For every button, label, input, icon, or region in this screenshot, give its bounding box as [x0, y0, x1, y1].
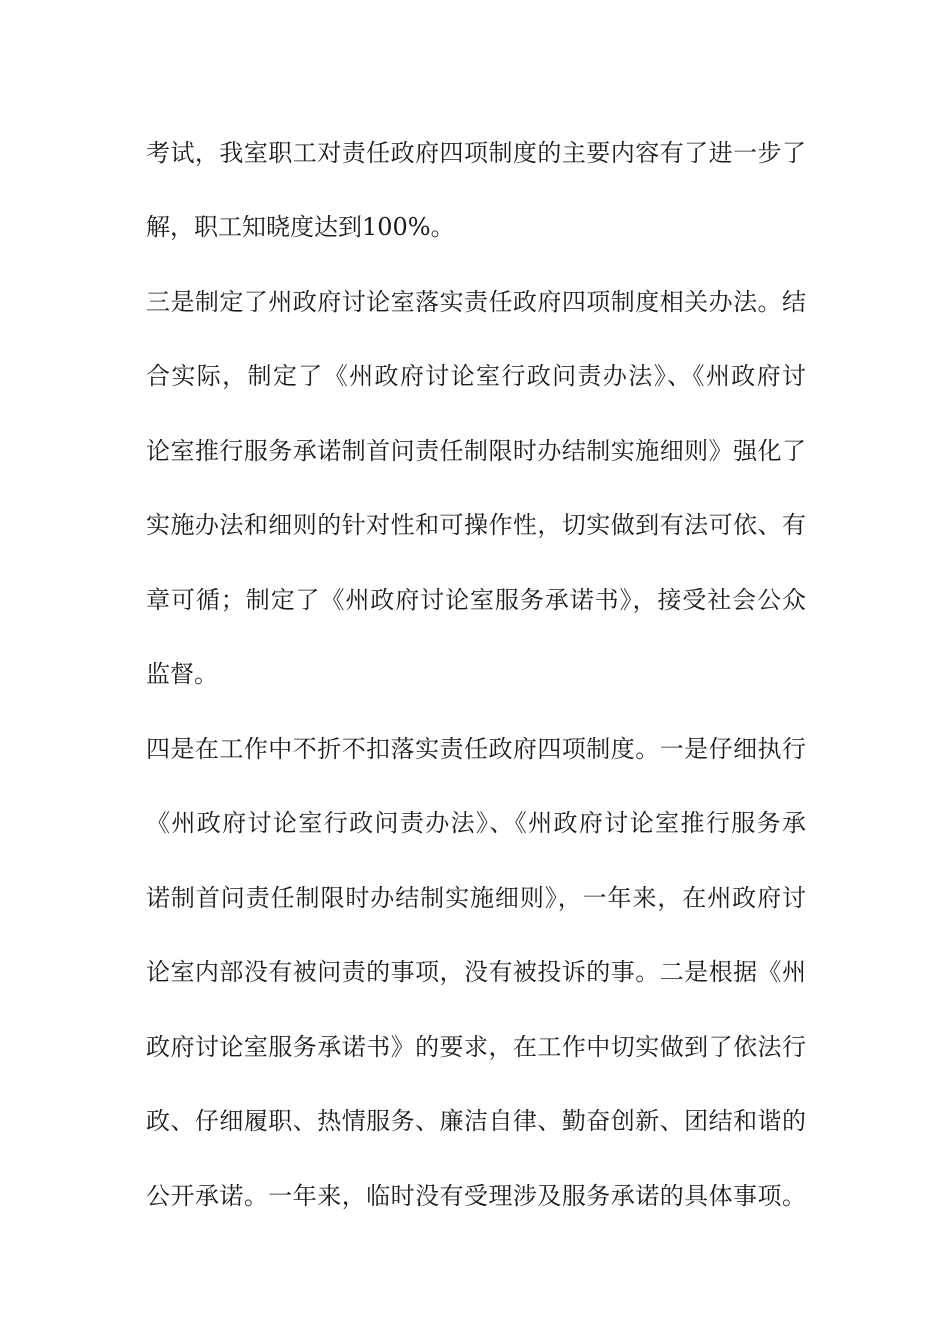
text-line: 章可循；制定了《州政府讨论室服务承诺书》，接受社会公众	[146, 586, 806, 614]
text-line: 合实际，制定了《州政府讨论室行政问责办法》、《州政府讨	[146, 362, 806, 390]
text-line: 政府讨论室服务承诺书》的要求，在工作中切实做到了依法行	[146, 1033, 806, 1061]
text-line: 解，职工知晓度达到100%。	[146, 213, 455, 241]
text-line: 诺制首问责任制限时办结制实施细则》，一年来，在州政府讨	[146, 884, 806, 912]
text-line: 实施办法和细则的针对性和可操作性，切实做到有法可依、有	[146, 511, 806, 539]
text-line: 论室推行服务承诺制首问责任制限时办结制实施细则》强化了	[146, 437, 806, 465]
text-line: 考试，我室职工对责任政府四项制度的主要内容有了进一步了	[146, 139, 806, 167]
text-line: 公开承诺。一年来，临时没有受理涉及服务承诺的具体事项。	[146, 1182, 806, 1210]
text-line: 政、仔细履职、热情服务、廉洁自律、勤奋创新、团结和谐的	[146, 1107, 806, 1135]
text-line: 论室内部没有被问责的事项，没有被投诉的事。二是根据《州	[146, 958, 806, 986]
text-line: 监督。	[146, 660, 218, 688]
text-line: 三是制定了州政府讨论室落实责任政府四项制度相关办法。结	[146, 288, 806, 316]
text-line: 《州政府讨论室行政问责办法》、《州政府讨论室推行服务承	[146, 809, 806, 837]
text-line: 四是在工作中不折不扣落实责任政府四项制度。一是仔细执行	[146, 735, 806, 763]
